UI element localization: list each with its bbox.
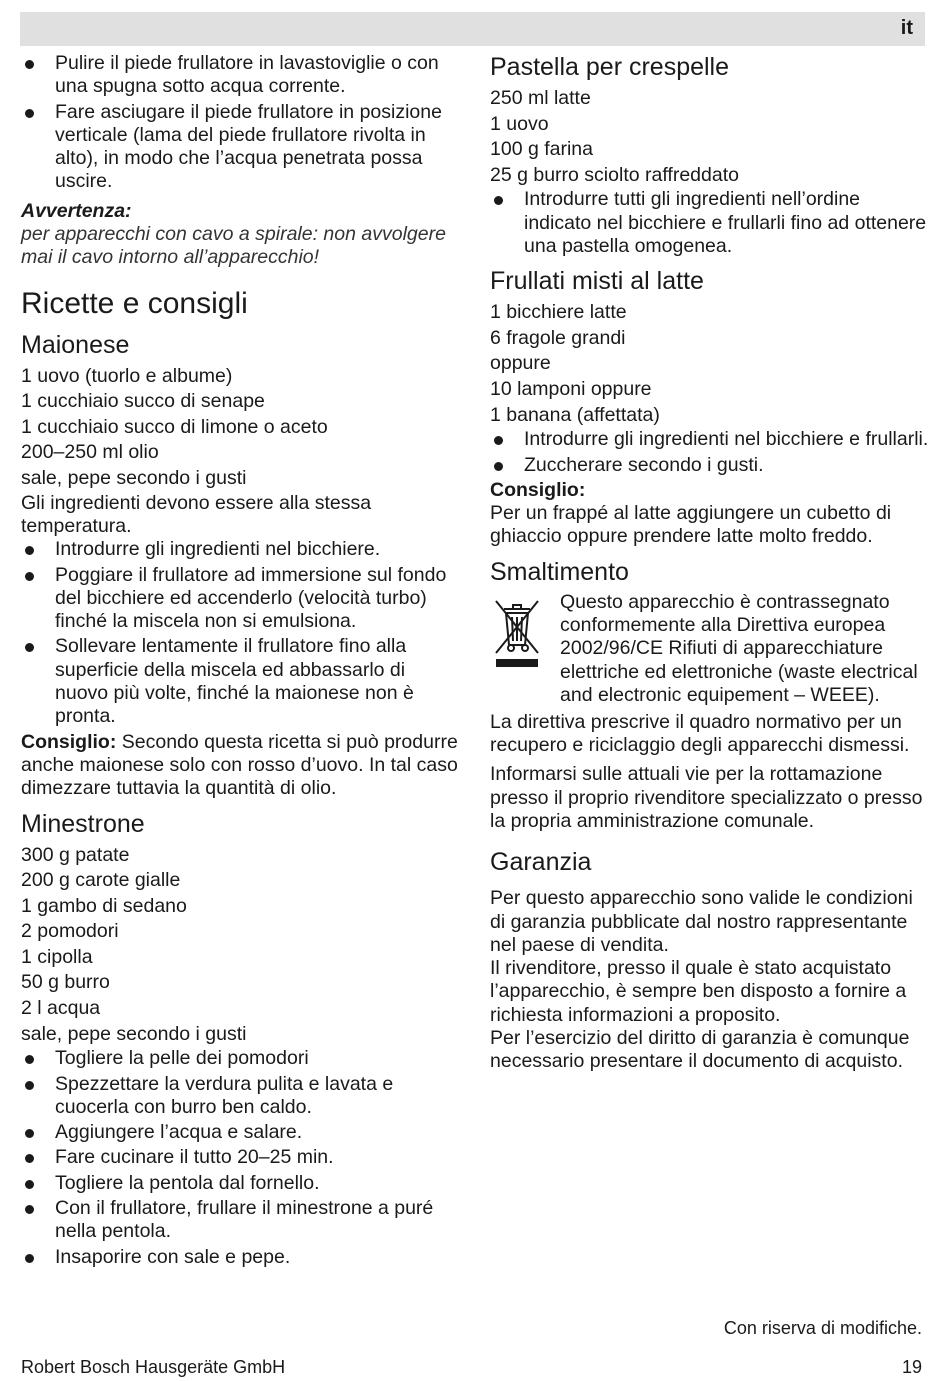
mayo-ingredients [21,364,461,492]
ingredient: oppure [490,352,551,375]
left-column [21,52,461,1271]
list-item: Poggiare il frullatore ad immersione sul fondo del bicchiere ed accenderlo (velocità turbo) finché la miscela non si emulsiona. [21,564,461,634]
weee-text: Questo apparecchio è contrassegnato conformemente alla Direttiva europea 2002/96/CE Rifiuti di apparecchiature elettriche ed elettroniche (waste electrical and electronic equipement – WEEE). [560,590,918,706]
ingredient: 2 pomodori [21,920,119,943]
header-bar [20,12,925,46]
ingredient: 1 bicchiere latte [490,301,627,324]
crepes-ingredients [490,86,930,188]
ingredient: 1 cucchiaio succo di senape [21,390,265,413]
warranty-para-1: Per questo apparecchio sono valide le condizioni di garanzia pubblicate dal nostro rappresentante nel paese di vendita. [490,887,913,956]
ingredient: 2 l acqua [21,997,101,1020]
ingredient: 1 banana (affettata) [490,403,660,426]
list-item: Introdurre gli ingredienti nel bicchiere. [21,538,461,561]
mayo-tip [21,731,461,801]
page-number: 19 [901,1357,922,1377]
tip-label: Consiglio: [490,478,586,501]
list-item: Introdurre gli ingredienti nel bicchiere e frullarli. [490,428,930,451]
ingredient: 10 lamponi oppure [490,378,652,401]
warning-title: Avvertenza: [21,199,132,222]
list-item: Fare asciugare il piede frullatore in posizione verticale (lama del piede frullatore rivolta in alto), in modo che l’acqua penetrata possa uscire. [21,101,461,194]
ingredient: 100 g farina [490,138,593,161]
warranty-para-2: Il rivenditore, presso il quale è stato acquistato l’apparecchio, è sempre ben disposto a fornire a richiesta informazioni a proposito. [490,957,907,1026]
ingredient: 200–250 ml olio [21,441,159,464]
list-item: Introdurre tutti gli ingredienti nell’ordine indicato nel bicchiere e frullarli fino ad ottenere una pastella omogenea. [490,188,930,258]
warranty-para-3: Per l’esercizio del diritto di garanzia è comunque necessario presentare il documento di acquisto. [490,1026,910,1073]
section-title-warranty: Garanzia [490,848,592,877]
ingredient: sale, pepe secondo i gusti [21,1022,247,1045]
minestrone-ingredients [21,843,461,1048]
list-item: Pulire il piede frullatore in lavastoviglie o con una spugna sotto acqua corrente. [21,52,461,99]
ingredient: 1 cipolla [21,945,93,968]
shakes-tip-label [490,479,930,502]
language-code: it [900,17,913,39]
shakes-ingredients [490,300,930,428]
footer-company: Robert Bosch Hausgeräte GmbH [21,1357,286,1377]
mayo-steps [21,538,461,728]
crepes-steps [490,188,930,258]
ingredient: 1 uovo (tuorlo e albume) [21,364,233,387]
footer-note: Con riserva di modifiche. [723,1318,922,1338]
list-item: Fare cucinare il tutto 20–25 min. [21,1146,461,1169]
weee-block [490,591,930,711]
list-item: Zuccherare secondo i gusti. [490,454,930,477]
ingredient: 1 uovo [490,112,549,135]
ingredient: 250 ml latte [490,87,591,109]
list-item: Togliere la pelle dei pomodori [21,1047,461,1070]
list-item: Aggiungere l’acqua e salare. [21,1121,461,1144]
minestrone-steps [21,1047,461,1269]
tip-text: Secondo questa ricetta si può produrre anche maionese solo con rosso d’uovo. In tal caso dimezzare tuttavia la quantità di olio. [21,730,458,800]
list-item: Con il frullatore, frullare il minestrone a puré nella pentola. [21,1197,461,1244]
tip-label: Consiglio: [21,730,117,753]
ingredient: 25 g burro sciolto raffreddato [490,163,739,186]
warning-text: per apparecchi con cavo a spirale: non avvolgere mai il cavo intorno all’apparecchio! [21,223,446,269]
ingredient: 6 fragole grandi [490,326,626,349]
ingredient: 50 g burro [21,971,110,994]
shakes-steps [490,428,930,477]
recipe-title-minestrone: Minestrone [21,809,145,838]
list-item: Spezzettare la verdura pulita e lavata e cuocerla con burro ben caldo. [21,1073,461,1120]
list-item: Sollevare lentamente il frullatore fino alla superficie della miscela ed abbassarlo di nuovo più volte, finché la maionese non è pronta. [21,635,461,728]
weee-crossed-bin-icon [492,595,542,669]
list-item: Togliere la pentola dal fornello. [21,1172,461,1195]
list-item: Insaporire con sale e pepe. [21,1246,461,1269]
disposal-para-1: La direttiva prescrive il quadro normativo per un recupero e riciclaggio degli apparecchi dismessi. [490,710,910,757]
recipe-title-mayo: Maionese [21,330,130,359]
mayo-note: Gli ingredienti devono essere alla stessa temperatura. [21,491,372,537]
ingredient: 200 g carote gialle [21,869,181,892]
shakes-tip-text: Per un frappé al latte aggiungere un cubetto di ghiaccio oppure prendere latte molto freddo. [490,502,892,548]
cleaning-list [21,52,461,194]
ingredient: 1 cucchiaio succo di limone o aceto [21,415,328,438]
section-title-recipes: Ricette e consigli [21,286,248,320]
disposal-para-2: Informarsi sulle attuali vie per la rottamazione presso il proprio rivenditore specializzato o presso la propria amministrazione comunale. [490,763,923,832]
ingredient: 1 gambo di sedano [21,894,187,917]
ingredient: sale, pepe secondo i gusti [21,467,247,490]
ingredient: 300 g patate [21,843,130,866]
right-column [490,52,930,1074]
section-title-disposal: Smaltimento [490,557,629,586]
recipe-title-shakes: Frullati misti al latte [490,267,704,296]
recipe-title-crepes: Pastella per crespelle [490,53,730,81]
